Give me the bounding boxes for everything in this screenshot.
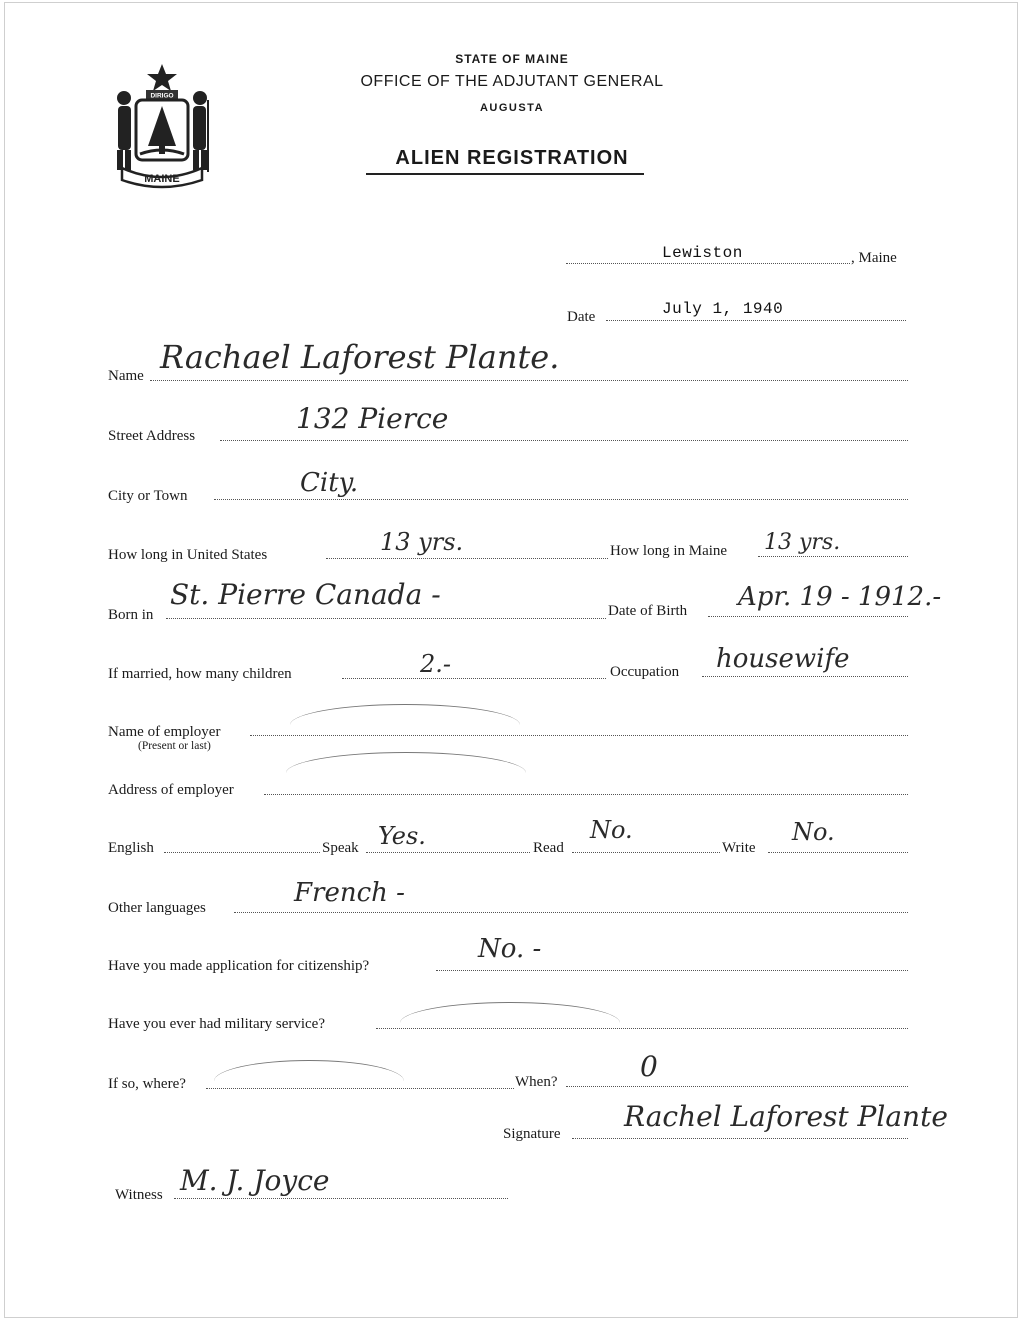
other-languages-label: Other languages: [108, 900, 206, 916]
born-in-value: St. Pierre Canada -: [170, 578, 441, 611]
where-label: If so, where?: [108, 1076, 186, 1092]
date-label: Date: [567, 309, 596, 325]
children-label: If married, how many children: [108, 666, 292, 682]
military-label: Have you ever had military service?: [108, 1016, 325, 1032]
date-of-birth-value: Apr. 19 - 1912.-: [738, 582, 942, 612]
signature-value: Rachel Laforest Plante: [624, 1100, 948, 1133]
english-line: [164, 852, 320, 853]
born-in-line: [166, 618, 606, 619]
other-languages-value: French -: [294, 878, 405, 908]
speak-line: [366, 852, 530, 853]
signature-label: Signature: [503, 1126, 561, 1142]
seal-banner-text: MAINE: [144, 173, 180, 185]
header-state: STATE OF MAINE: [455, 52, 569, 66]
how-long-maine-line: [758, 556, 908, 557]
how-long-us-label: How long in United States: [108, 547, 268, 563]
employer-address-line: [264, 794, 908, 795]
read-label: Read: [533, 840, 564, 856]
witness-label: Witness: [115, 1187, 163, 1203]
occupation-label: Occupation: [610, 664, 680, 680]
citizenship-line: [436, 970, 908, 971]
city-label: City or Town: [108, 488, 188, 504]
read-line: [572, 852, 720, 853]
when-value: 0: [640, 1050, 658, 1083]
title-underline: [366, 173, 644, 175]
when-label: When?: [515, 1074, 558, 1090]
other-languages-line: [234, 912, 908, 913]
name-label: Name: [108, 368, 144, 384]
maine-suffix-label: , Maine: [851, 250, 897, 266]
occupation-value: housewife: [716, 644, 850, 674]
children-value: 2.-: [420, 650, 452, 678]
write-line: [768, 852, 908, 853]
signature-line: [572, 1138, 908, 1139]
where-line: [206, 1088, 514, 1089]
how-long-maine-label: How long in Maine: [610, 543, 728, 559]
date-of-birth-label: Date of Birth: [608, 603, 688, 619]
read-value: No.: [590, 816, 633, 844]
employer-address-label: Address of employer: [108, 782, 234, 798]
born-in-label: Born in: [108, 607, 154, 623]
city-line: [214, 499, 908, 500]
military-line: [376, 1028, 908, 1029]
citizenship-value: No. -: [478, 934, 542, 964]
english-label: English: [108, 840, 154, 856]
children-line: [342, 678, 606, 679]
seal-motto-text: DIRIGO: [150, 92, 174, 100]
how-long-maine-value: 13 yrs.: [764, 530, 841, 555]
header-city: AUGUSTA: [479, 102, 545, 114]
town-line: [566, 263, 850, 264]
form-title: ALIEN REGISTRATION: [395, 147, 629, 169]
write-label: Write: [722, 840, 756, 856]
employer-note: (Present or last): [138, 740, 211, 752]
employer-name-line: [250, 735, 908, 736]
occupation-line: [702, 676, 908, 677]
city-value: City.: [300, 468, 359, 498]
street-address-line: [220, 440, 908, 441]
date-of-birth-line: [708, 616, 908, 617]
speak-value: Yes.: [378, 822, 426, 850]
name-line: [150, 380, 908, 381]
date-line: [606, 320, 906, 321]
speak-label: Speak: [322, 840, 359, 856]
employer-name-label: Name of employer: [108, 724, 221, 740]
street-address-label: Street Address: [108, 428, 196, 444]
write-value: No.: [792, 818, 835, 846]
witness-line: [174, 1198, 508, 1199]
name-value: Rachael Laforest Plante.: [160, 338, 560, 376]
date-value: July 1, 1940: [662, 300, 784, 318]
town-value: Lewiston: [662, 244, 743, 262]
how-long-us-line: [326, 558, 608, 559]
when-line: [566, 1086, 908, 1087]
how-long-us-value: 13 yrs.: [380, 528, 464, 556]
street-address-value: 132 Pierce: [296, 402, 449, 435]
citizenship-label: Have you made application for citizenship?: [108, 958, 370, 974]
header-office: OFFICE OF THE ADJUTANT GENERAL: [360, 73, 664, 90]
witness-value: M. J. Joyce: [180, 1164, 330, 1197]
